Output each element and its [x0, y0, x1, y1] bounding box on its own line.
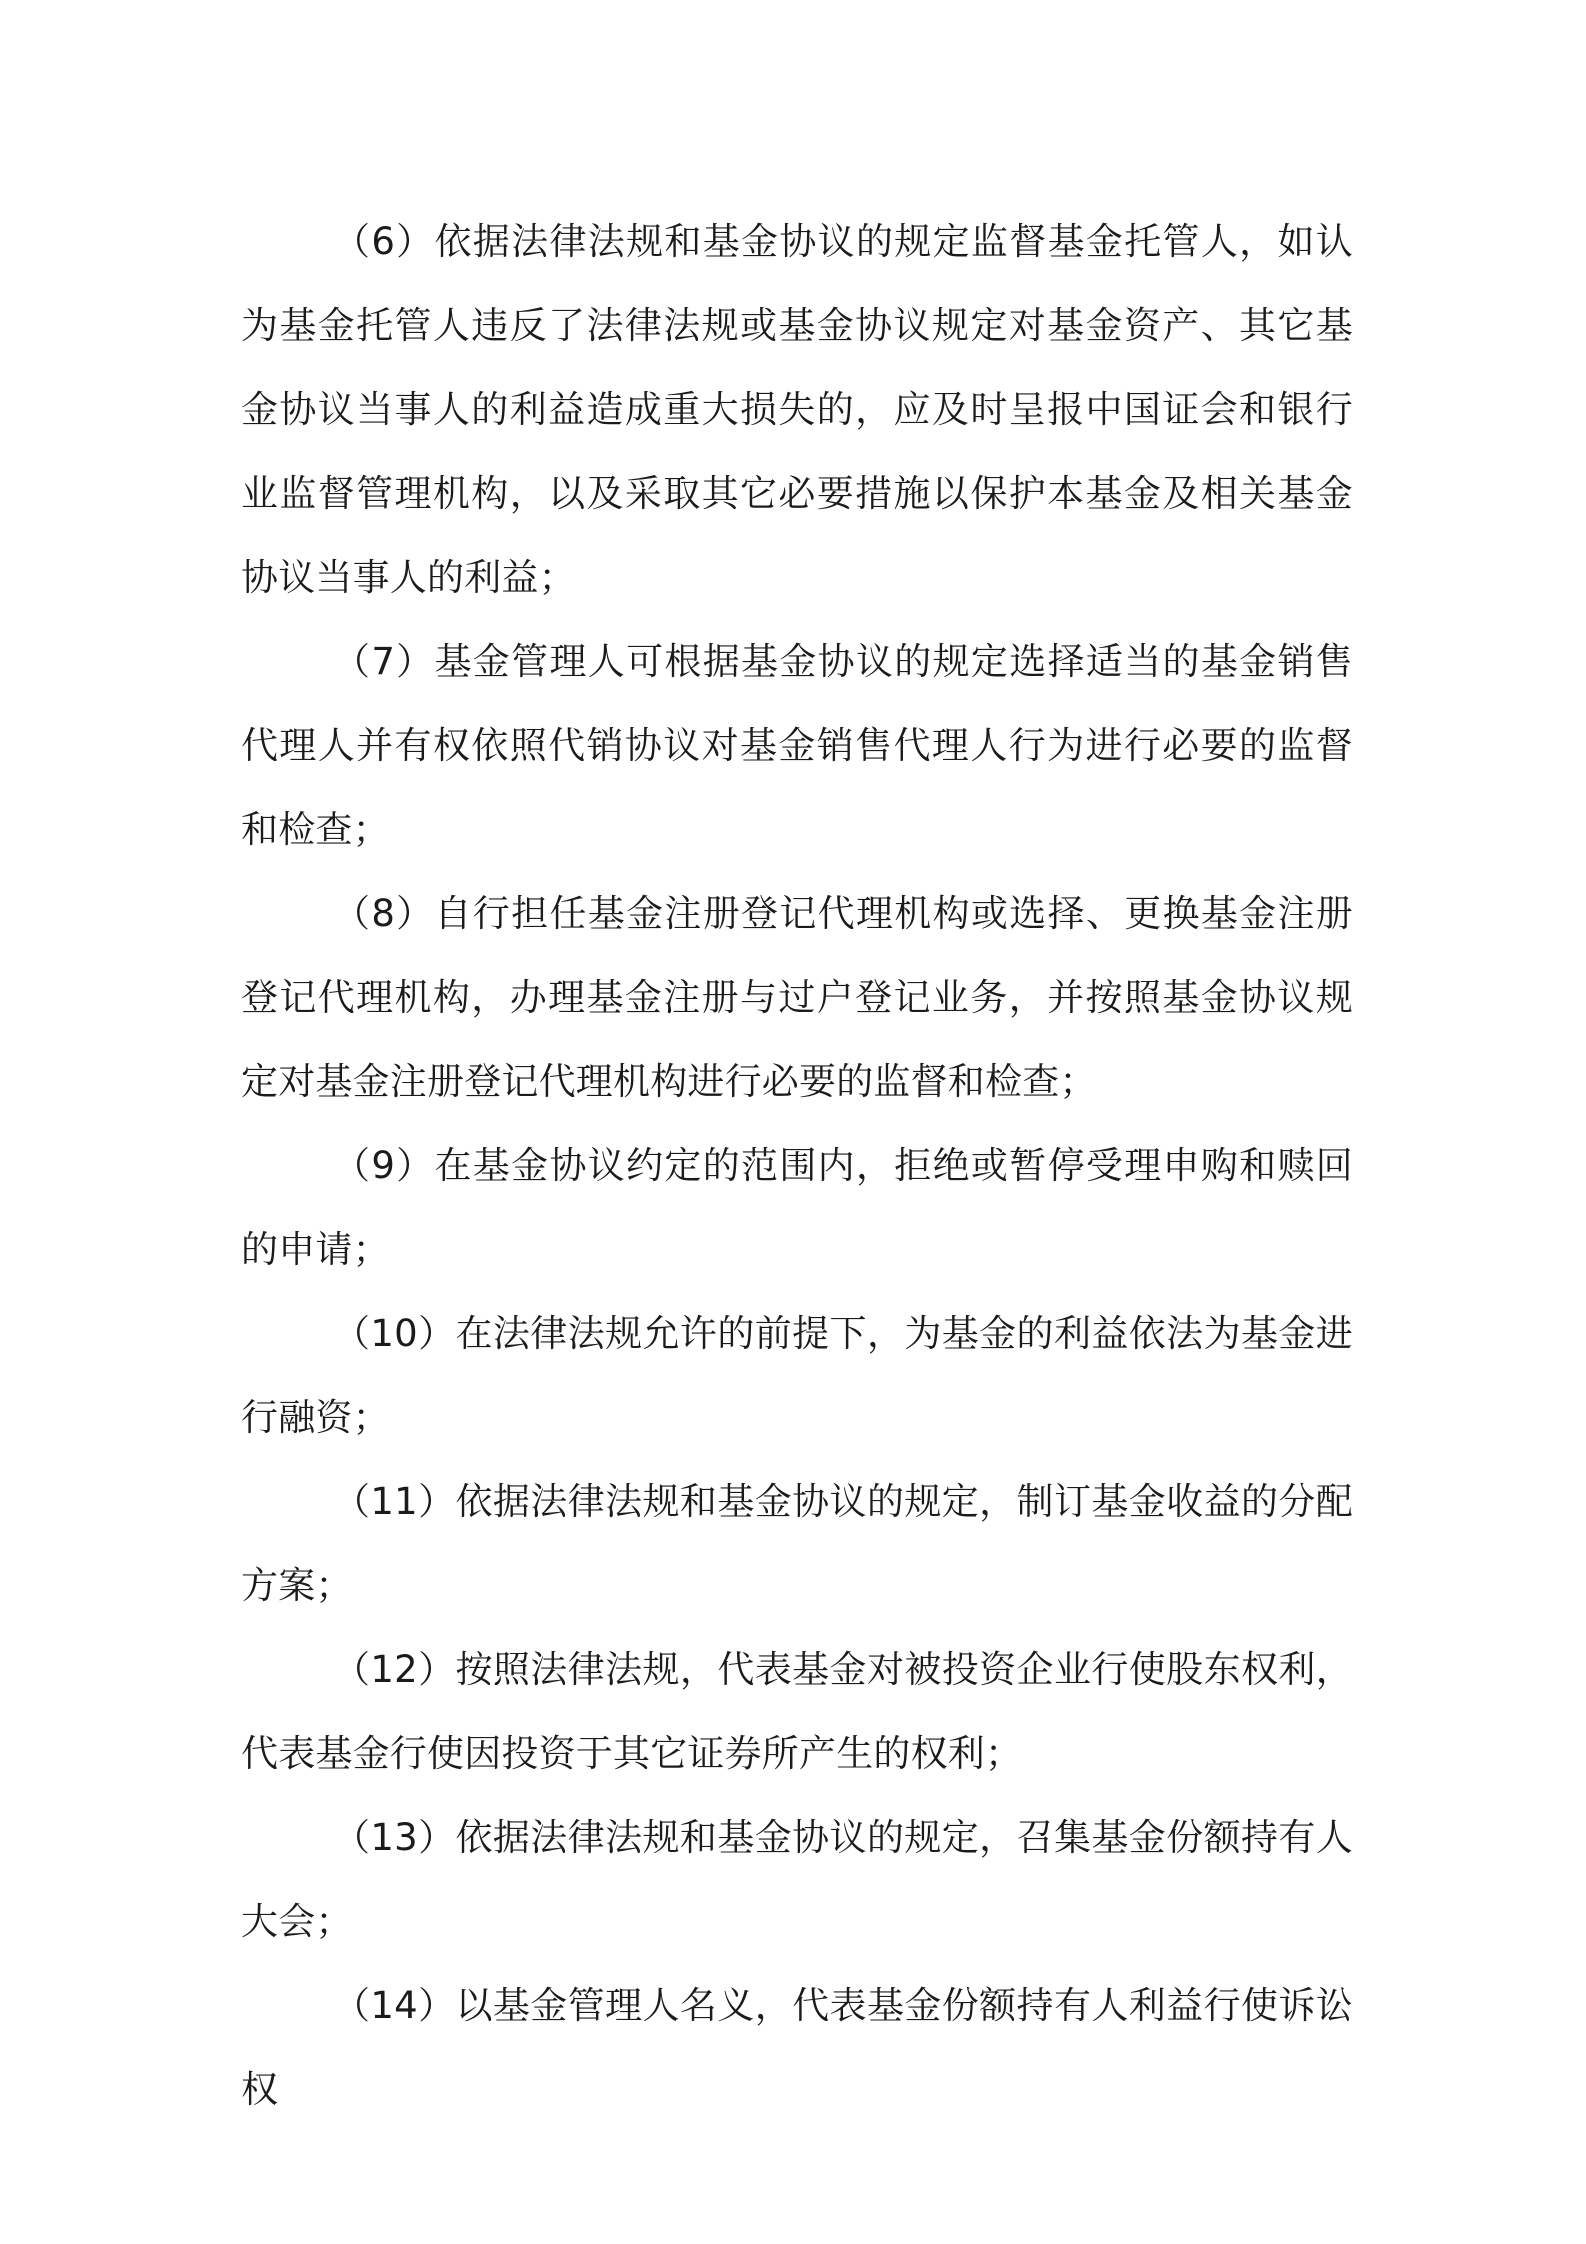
paragraph-item-14: （14）以基金管理人名义，代表基金份额持有人利益行使诉讼权: [241, 1984, 1353, 2111]
paragraph-item-10: （10）在法律法规允许的前提下，为基金的利益依法为基金进行融资；: [241, 1312, 1353, 1439]
paragraph-item-12: （12）按照法律法规，代表基金对被投资企业行使股东权利，代表基金行使因投资于其它证券所产生的权利；: [241, 1648, 1353, 1775]
paragraph-item-9: （9）在基金协议约定的范围内，拒绝或暂停受理申购和赎回的申请；: [241, 1144, 1353, 1271]
paragraph-item-11: （11）依据法律法规和基金协议的规定，制订基金收益的分配方案；: [241, 1480, 1353, 1607]
paragraph-item-7: （7）基金管理人可根据基金协议的规定选择适当的基金销售代理人并有权依照代销协议对基金销售代理人行为进行必要的监督和检查；: [241, 640, 1353, 851]
paragraph-item-6: （6）依据法律法规和基金协议的规定监督基金托管人，如认为基金托管人违反了法律法规或基金协议规定对基金资产、其它基金协议当事人的利益造成重大损失的，应及时呈报中国证会和银行业监督管理机构，以及采取其它必要措施以保护本基金及相关基金协议当事人的利益；: [241, 220, 1353, 599]
document-body: [241, 200, 1353, 2132]
paragraph-item-13: （13）依据法律法规和基金协议的规定，召集基金份额持有人大会；: [241, 1816, 1353, 1943]
paragraph-item-8: （8）自行担任基金注册登记代理机构或选择、更换基金注册登记代理机构，办理基金注册与过户登记业务，并按照基金协议规定对基金注册登记代理机构进行必要的监督和检查；: [241, 892, 1353, 1103]
